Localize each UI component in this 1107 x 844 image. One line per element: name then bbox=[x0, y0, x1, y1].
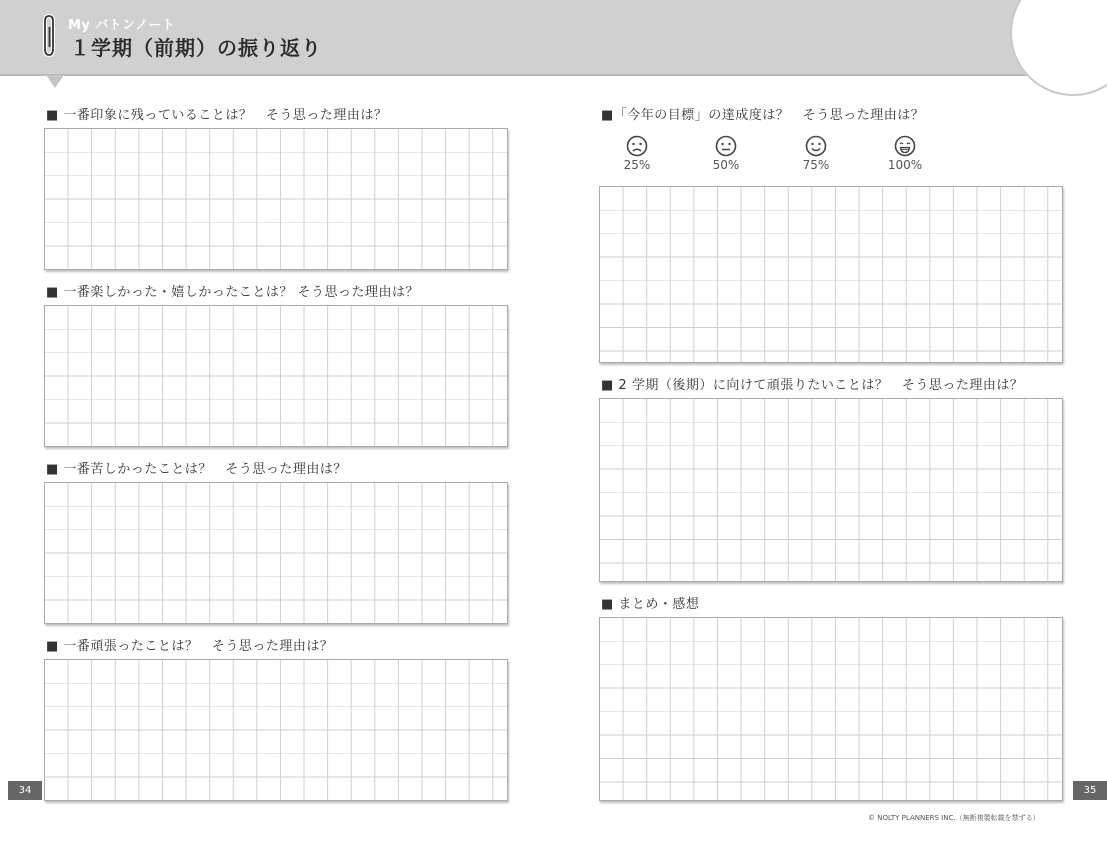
rating-label: 75% bbox=[802, 158, 830, 172]
rating-label: 100% bbox=[887, 158, 923, 172]
grin-face-icon bbox=[894, 135, 916, 157]
rating-label: 50% bbox=[712, 158, 740, 172]
rating-label: 25% bbox=[623, 158, 651, 172]
rating-75[interactable] bbox=[786, 135, 846, 172]
writing-grid-summary[interactable] bbox=[599, 617, 1063, 801]
sad-face-icon bbox=[626, 135, 648, 157]
writing-grid-effort[interactable] bbox=[44, 659, 508, 801]
copyright-notice: © NOLTY PLANNERS INC.（無断複製転載を禁ずる） bbox=[868, 814, 1040, 822]
section-label-fun: ■ 一番楽しかった・嬉しかったことは？ そう思った理由は？ bbox=[46, 285, 420, 300]
section-label-summary: ■ まとめ・感想 bbox=[601, 597, 700, 612]
neutral-face-icon bbox=[715, 135, 737, 157]
page-number-right: 35 bbox=[1073, 781, 1107, 800]
writing-grid-next-term[interactable] bbox=[599, 398, 1063, 582]
writing-grid-fun[interactable] bbox=[44, 305, 508, 447]
section-label-effort: ■ 一番頑張ったことは？ そう思った理由は？ bbox=[46, 639, 334, 654]
rating-25[interactable] bbox=[607, 135, 667, 172]
section-label-memorable: ■ 一番印象に残っていることは？ そう思った理由は？ bbox=[46, 108, 388, 123]
smile-face-icon bbox=[805, 135, 827, 157]
rating-50[interactable] bbox=[696, 135, 756, 172]
writing-grid-goal[interactable] bbox=[599, 186, 1063, 363]
paperclip-icon bbox=[40, 13, 58, 63]
page-title: １学期（前期）の振り返り bbox=[70, 36, 322, 60]
corner-decoration bbox=[1010, 0, 1107, 96]
section-label-next-term: ■ 2 学期（後期）に向けて頑張りたいことは？ そう思った理由は？ bbox=[601, 378, 1024, 393]
header-notch bbox=[46, 75, 64, 88]
page-number-left: 34 bbox=[8, 781, 42, 800]
writing-grid-memorable[interactable] bbox=[44, 128, 508, 270]
section-label-hard: ■ 一番苦しかったことは？ そう思った理由は？ bbox=[46, 462, 347, 477]
section-label-goal: ■「今年の目標」の達成度は？ そう思った理由は？ bbox=[601, 108, 925, 123]
rating-100[interactable] bbox=[875, 135, 935, 172]
header-subtitle: My バトンノート bbox=[68, 18, 176, 33]
writing-grid-hard[interactable] bbox=[44, 482, 508, 624]
